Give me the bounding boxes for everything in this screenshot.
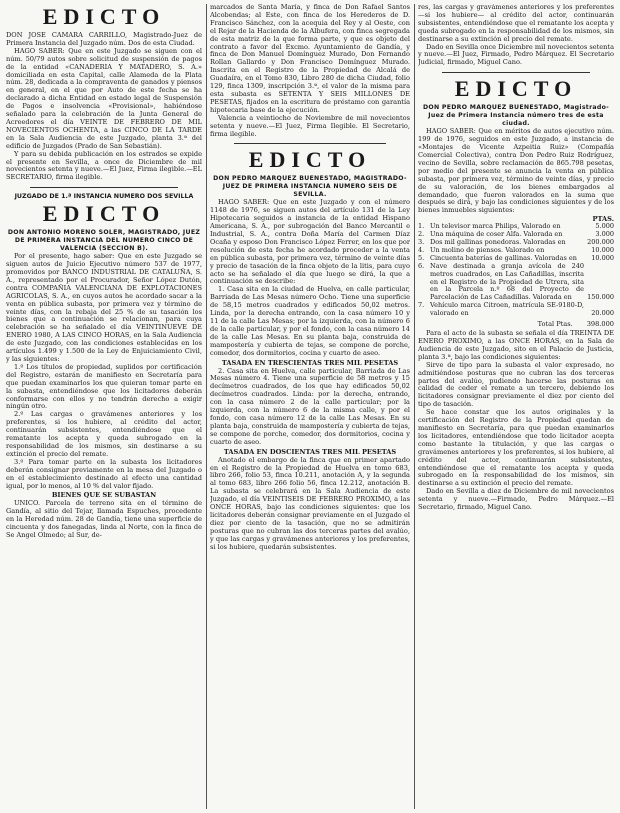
edict-paragraph: res, las cargas y gravámenes anteriores y los preferentes —si los hubiere— al crédito del actor, continuarán subsistentes, entendiéndose que el rematante los acepta y queda subrogado en la responsabilidad de los mismos, sin destinarse a su extinción el precio del remate. xyxy=(418,4,614,43)
section-caption: BIENES QUE SE SUBASTAN xyxy=(51,491,157,500)
lot-number: 6. xyxy=(418,261,425,270)
edict-paragraph: Sirve de tipo para la subasta el valor expresado, no admitiéndose posturas que no cubran las dos terceras partes del avalúo, pudiendo hacerse las posturas en calidad de ceder el remate a un tercero, debiendo los licitadores consignar previamente el diez por ciento del tipo de tasación. xyxy=(418,360,614,409)
valuation-caption: TASADA EN TRESCIENTAS TRES MIL PESETAS xyxy=(221,358,399,367)
edict-signature: Dado en Sevilla a diez de Diciembre de mil novecientos setenta y nueve.—Firmado, Pedro Márquez.—El Secretario, firmado, Miguel Cano. xyxy=(418,487,614,512)
lot-number: 4. xyxy=(418,245,425,254)
edict-paragraph: 3.º Para tomar parte en la subasta los licitadores deberán consignar previamente en la mesa del Juzgado o en el establecimiento destinado al efecto una cantidad igual, por lo menos, al 10 % del valor fijado. xyxy=(6,457,202,490)
column-right xyxy=(418,4,614,809)
edict-paragraph: 1. Casa sita en la ciudad de Huelva, en calle particular, Barriada de Las Mesas número Ocho. Tiene una superficie de 58,15 metros cuadrados y edificados 50,02 metros. Linda, por la derecha entrando, con la casa número 10 y 11 de la calle Las Mesas; por la izquierda, con la número 6 de la calle particular, y por el fondo, con la casa número 14 de la calle Las Mesas. En su planta baja, construida de mampostería y cubierta de tejas, se compone de porche, comedor, dos dormitorios, cocina y cuarto de aseo. xyxy=(210,285,410,357)
edict-paragraph: Se hace constar que los autos originales y la certificación del Registro de la Propiedad quedan de manifiesto en Secretaría, para que puedan examinarlos los licitadores, entendiéndose que todo licitador acepta como bastante la titulación, y que las cargas o gravámenes anteriores y los preferentes, si los hubiere, al crédito del actor, continuarán subsistentes, entendiéndose que el rematante los acepta y queda subrogado en la responsabilidad de los mismos, sin destinarse a su extinción el precio del remate. xyxy=(418,408,614,488)
lot-description: Cincuenta baterías de gallinas. Valoradas en xyxy=(430,253,577,262)
edict-heading: DON JOSE CAMARA CARRILLO, Magistrado-Juez de Primera Instancia del Juzgado núm. Dos de esta Ciudad. xyxy=(6,31,202,47)
ptas-header: PTAS. xyxy=(592,215,614,224)
edict-title: EDICTO xyxy=(42,201,166,227)
edict-title: EDICTO xyxy=(42,4,166,29)
lot-value: 10.000 xyxy=(591,253,614,262)
edict-heading: DON PEDRO MARQUEZ BUENESTADO, MAGISTRADO-JUEZ DE PRIMERA INSTANCIA NUMERO SEIS DE SEVILLA. xyxy=(213,175,407,199)
lot-value: 5.000 xyxy=(595,222,614,231)
lot-number: 7. xyxy=(418,301,425,310)
lot-item xyxy=(418,302,614,318)
edict-paragraph: Por el presente, hago saber: Que en este Juzgado se siguen autos de Juicio Ejecutivo número 537 de 1977, promovidos por BANCO INDUSTRIAL DE CATALUÑA, S. A., representado por el Procurador, Señor López Dutón, contra COMPAÑIA VALENCIANA DE EXPLOTACIONES AGRICOLAS, S. A., en cuyos autos he acordado sacar a la venta en pública subasta, por primera vez y término de veinte días, con la rebaja del 25 % de su tasación los bienes que a continuación se relacionan, para cuya celebración se ha señalado el día VEINTINUEVE DE ENERO 1980, A LAS CINCO HORAS, en la Sala Audiencia de este Juzgado, con las condiciones establecidas en los artículos 1.499 y 1.500 de la Ley de Enjuiciamiento Civil, y las siguientes: xyxy=(6,252,202,363)
total-label: Total Ptas. xyxy=(537,320,573,329)
column-middle xyxy=(210,4,410,809)
lot-number: 5. xyxy=(418,253,425,262)
lot-description: Una máquina de coser Alfa. Valorada en xyxy=(430,230,563,239)
column-left xyxy=(6,4,202,809)
edict-paragraph: 1.º Los títulos de propiedad, suplidos por certificación del Registro, estarán de manifiesto en Secretaría para que puedan examinarlos los que quieran tomar parte en la subasta, entendiéndose que los licitadores deberán conformarse con ellos y no tendrán derecho a exigir ningún otro. xyxy=(6,362,202,411)
edict-title: EDICTO xyxy=(454,76,578,102)
edict-paragraph: Y para su debida publicación en los estrados se expide el presente en Sevilla, a once de Diciembre de mil novecientos setenta y nueve.—El Juez, Firma ilegible.—EL SECRETARIO, firma ilegible. xyxy=(6,149,202,182)
court-header: JUZGADO DE 1.ª INSTANCIA NUMERO DOS SEVILLA xyxy=(14,193,194,201)
edict-paragraph: marcados de Santa María, y finca de Don Rafael Santos Alcobendas; al Este, con finca de los Herederos de D. Francisco Sánchez, con la acequia del Rey y al Oeste, con el Rejar de la Hacienda de la Albufera, con finca segregada de esta matriz de la que forma parte, y que es objeto del contrato a favor del Excmo. Ayuntamiento de Gandía, y finca de Don Manuel Domínguez Murado, Don Fernando Rollan Gallardo y Don Francisco Domínguez Murado. Inscrita en el Registro de la Propiedad de Alcalá de Guadaíra, en el Tomo 830, Libro 280 de dicha Ciudad, folio 129, finca 1309, inscripción 3.ª, el valor de la misma para esta subasta es SETENTA Y SEIS MILLONES DE PESETAS, fijados en la escritura de préstamo con garantía hipotecaria base de la ejecución. xyxy=(210,4,410,114)
lot-description: Vehículo marca Citroen, matrícula SE-9180-D, valorado en xyxy=(430,301,584,318)
edict-paragraph: 2. Casa sita en Huelva, calle particular, Barriada de Las Mesas número 4. Tiene una superficie de 58 metros y 15 decímetros cuadrados, de los que hay edificados 50,02 decímetros cuadrados. Linda: por la derecha, entrando, con la casa número 2 de la calle particular; por la izquierda, con la número 6 de la misma calle, y por el fondo, con casa número 12 de la calle Las Mesas. En su planta baja, construida de mampostería y cubierta de tejas, se compone de porche, comedor, dos dormitorios, cocina y cuarto de aseo. xyxy=(210,366,410,446)
lot-item xyxy=(418,263,614,303)
lot-number: 3. xyxy=(418,238,425,247)
lot-number: 2. xyxy=(418,230,425,239)
total-row xyxy=(418,320,614,328)
column-divider xyxy=(414,4,415,809)
edict-signature: Valencia a veintiocho de Noviembre de mil novecientos setenta y nueve.—El Juez, Firma Ilegible. El Secretario, firma ilegible. xyxy=(210,113,410,138)
edict-paragraph: UNICO. Parcela de terreno sita en el término de Gandía, al sitio del Tejar, llamada Espuches, procedente en la Heredad núm. 28 de Gandía, tiene una superficie de cincuenta y dos fanegadas, linda al Norte, con la finca de Se Angel Olmedo; al Sur, de- xyxy=(6,499,202,540)
lot-value: 150.000 xyxy=(587,293,614,302)
lot-value: 10.000 xyxy=(591,245,614,254)
edict-paragraph: Anotado el embargo de la finca que en primer apartado en el Registro de la Propiedad de Huelva en tomo 683, libro 266, folio 53, finca 10.211, anotación A, y la segunda al tomo 683, libro 266 folio 56, finca 12.212, anotación B. La subasta se celebrará en la Sala Audiencia de este Juzgado, el día VEINTISEIS DE FEBRERO PROXIMO, a las ONCE HORAS, bajo las condiciones siguientes: que los licitadores deberán consignar previamente en el Juzgado el diez por ciento de la tasación, que no se admitirán posturas que no cubran las dos terceras partes del avalúo, y que las cargas y gravámenes anteriores y los preferentes, si los hubiere, quedarán subsistentes. xyxy=(210,455,410,551)
valuation-caption: TASADA EN DOSCIENTAS TRES MIL PESETAS xyxy=(223,447,397,456)
lot-list xyxy=(418,223,614,318)
edict-paragraph: HAGO SABER: Que en este Juzgado se siguen con el núm. 50/79 autos sobre solicitud de suspensión de pagos de la entidad «CANADERIA Y MATADERO, S. A.» domiciliada en esta Capital, calle Alameda de la Plata núm. 28, dedicada a la compraventa de ganados y piensos en general, en el que por Auto de este fecha se ha declarado a dicha Entidad en estado legal de Suspensión de Pagos e insolvencia «Provisional», habiéndose señalado para la celebración de la Junta General de Acreedores el día VEINTE DE FEBRERO DE MIL NOVECIENTOS OCHENTA, a las CINCO DE LA TARDE en la Sala Audiencia de este Juzgado, planta 3.ª del edificio de Juzgados (Prado de San Sebastián). xyxy=(6,46,202,150)
lot-description: Un televisor marca Philips, Valorado en xyxy=(430,222,561,231)
lot-value: 3.000 xyxy=(595,230,614,239)
edict-paragraph: Para el acto de la subasta se señala el día TREINTA DE ENERO PROXIMO, a las ONCE HORAS, en la Sala de Audiencia de este Juzgado, sito en el Palacio de Justicia, planta 3.ª, bajo las condiciones siguientes: xyxy=(418,329,614,361)
edict-paragraph: HAGO SABER: Que en este Juzgado y con el número 1148 de 1976, se siguen autos del artículo 131 de la Ley Hipotecaria seguidos a instancia de la entidad Hispano Americana, S. A., por subrogación del Banco Mercantil e Industrial, S. A., contra Doña María del Carmen Díaz Ocaña y esposo Don Francisco López Ferrer, en los que por resolución de esta fecha he acordado proceder a la venta en pública subasta, por primera vez, término de veinte días y precio de tasación de la finca objeto de la litis, para cuyo acto se ha señalado el día que luego se dirá, la que a continuación se describe: xyxy=(210,198,410,286)
total-value: 398.000 xyxy=(586,320,614,329)
edict-paragraph: 2.º Las cargas o gravámenes anteriores y los preferentes, si los hubiere, al crédito del actor, continuarán subsistentes, entendiéndose que el rematante los acepta y queda subrogado en la responsabilidad de los mismos, sin destinarse a su extinción el precio del remate. xyxy=(6,410,202,458)
separator xyxy=(442,72,590,73)
column-divider xyxy=(206,4,207,809)
lot-value: 20.000 xyxy=(591,309,614,318)
lot-number: 1. xyxy=(418,222,425,231)
lot-description: Dos mil gallinas ponedoras. Valoradas en xyxy=(430,238,566,247)
edict-title: EDICTO xyxy=(248,147,372,173)
edict-paragraph: HAGO SABER: Que en méritos de autos ejecutivo núm. 199 de 1976, seguidos en este Juzgado, a instancia de «Montajes de Vicente Azpeitia Ruiz» (Compañía Comercial Colectiva), contra Don Pedro Ruiz Rodríguez, vecino de Sevilla, sobre reclamación de 865.798 pesetas, por medio del presente se anuncia la venta en pública subasta, por primera vez, término de veinte días, y precio de su valoración, de los bienes embargados al demandado, que fueron valorados en la suma que después se dirá, y bajo las condiciones siguientes y de los bienes inmuebles siguientes: xyxy=(418,127,614,215)
lot-description: Un molino de piensos. Valorado en xyxy=(430,245,545,254)
lot-value: 200.000 xyxy=(587,238,614,247)
edict-heading: DON PEDRO MARQUEZ BUENESTADO, Magistrado-Juez de Primera Instancia número tres de esta ciudad. xyxy=(422,104,610,128)
edict-heading: DON ANTONIO MORENO SOLER, MAGISTRADO, JUEZ DE PRIMERA INSTANCIA DEL NUMERO CINCO DE VALENCIA (SECCION B). xyxy=(7,229,201,253)
separator xyxy=(30,187,178,188)
edict-signature: Dado en Sevilla once Diciembre mil novecientos setenta y nueve.—El Juez, Firmado, Pedro Márquez. El Secretario Judicial, firmado, Miguel Cano. xyxy=(418,42,614,67)
lot-description: Nave destinada a granja avícola de 240 metros cuadrados, en Las Cañadillas, inscrita en el Registro de la Propiedad de Utrera, sita en la Parcela n.º 68 del Proyecto de Parcelación de Las Cañadillas. Valorada en xyxy=(430,261,584,302)
separator xyxy=(234,143,386,144)
